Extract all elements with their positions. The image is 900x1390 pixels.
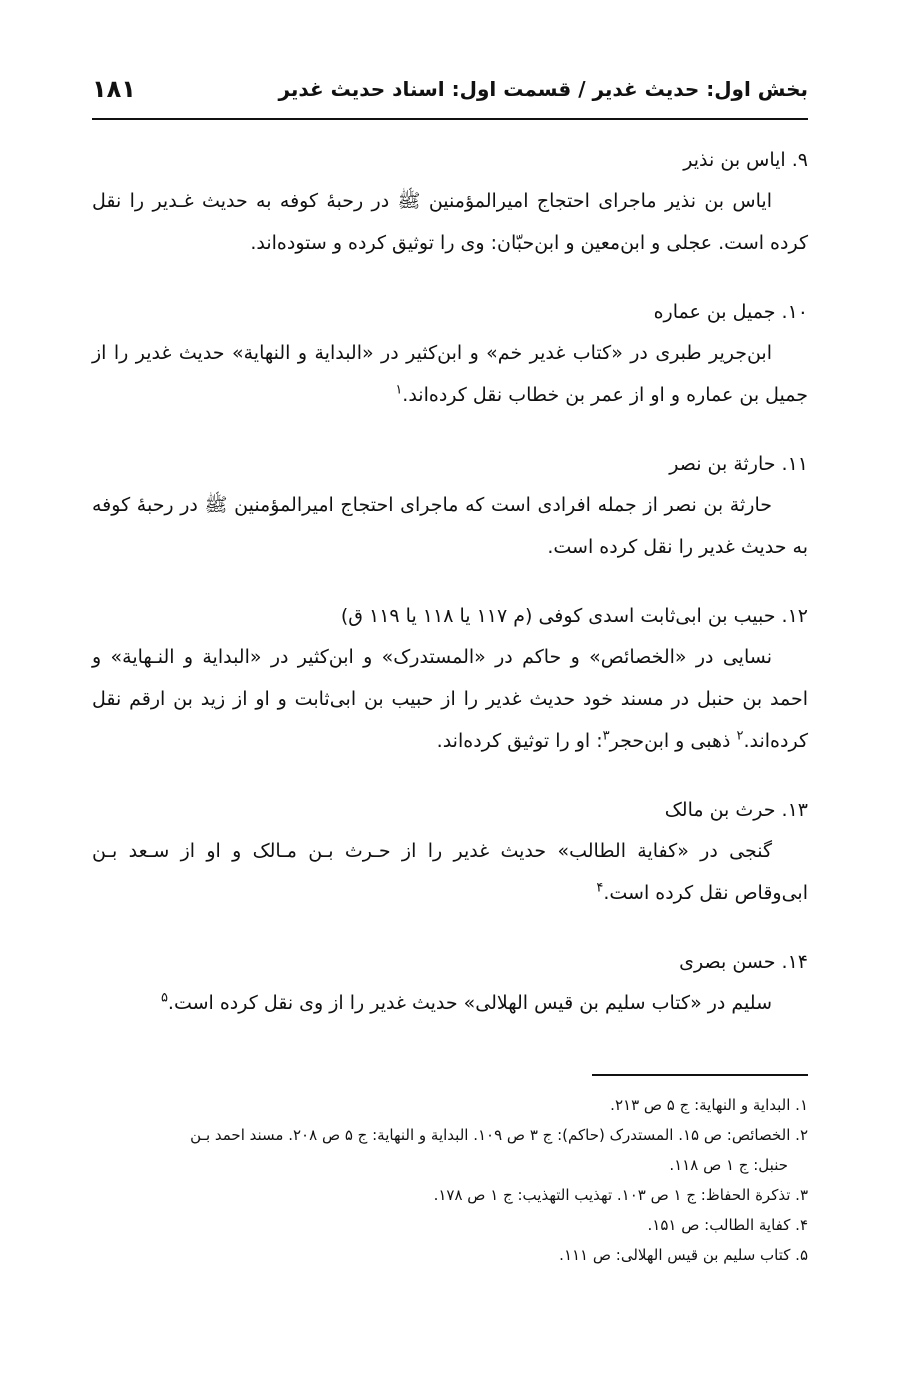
footnote-ref[interactable]: ۴ (596, 880, 604, 896)
entry-heading: ۱۲. حبیب بن ابی‌ثابت اسدی کوفی (م ۱۱۷ یا ۱۱۸ یا ۱۱۹ ق) (340, 605, 808, 627)
entry-paragraph: گنجی در «کفایة الطالب» حدیث غدیر را از حـرث بـن مـالک و او از سـعد بـن ابی‌وقاص نقل کرده است.$^۴$ (92, 840, 808, 904)
entry-12 (92, 596, 808, 762)
entry-paragraph: حارثة بن نصر از جمله افرادی است که ماجرای احتجاج امیرالمؤمنین ﷺ در رحبهٔ کوفه به حدیث غدیر را نقل کرده است. (92, 494, 808, 558)
entry-heading: ۱۰. جمیل بن عماره (653, 301, 808, 323)
entry-14 (92, 942, 808, 1024)
footnote-ref[interactable]: ۵ (160, 990, 168, 1006)
entry-heading: ۹. ایاس بن نذیر (683, 149, 808, 171)
footnote-ref[interactable]: ۳ (602, 728, 610, 744)
footnote-2: ۲. الخصائص: ص ۱۵. المستدرک (حاکم): ج ۳ ص ۱۰۹. البدایة و النهایة: ج ۵ ص ۲۰۸. مسند احمد بـن حنبل: ج ۱ ص ۱۱۸. (190, 1126, 808, 1174)
entry-9 (92, 140, 808, 264)
entry-paragraph: ایاس بن نذیر ماجرای احتجاج امیرالمؤمنین ﷺ در رحبهٔ کوفه به حدیث غـدیر را نقل کرده است. عجلی و ابن‌معین و ابن‌حبّان: وی را توثیق کرده و ستوده‌اند. (92, 190, 808, 254)
running-title: بخش اول: حدیث غدیر / قسمت اول: اسناد حدیث غدیر (278, 77, 808, 101)
page-number: ۱۸۱ (92, 75, 136, 103)
entry-11 (92, 444, 808, 568)
entry-10 (92, 292, 808, 416)
entry-heading: ۱۴. حسن بصری (679, 951, 808, 973)
entry-paragraph: ابن‌جریر طبری در «کتاب غدیر خم» و ابن‌کثیر در «البدایة و النهایة» حدیث غدیر را از جمیل بن عماره و او از عمر بن خطاب نقل کرده‌اند.$^۱$ (92, 342, 808, 406)
footnote-ref[interactable]: ۱ (395, 382, 403, 398)
footnote-4: ۴. کفایة الطالب: ص ۱۵۱. (647, 1216, 808, 1234)
main-text (92, 140, 808, 1052)
page-header (92, 72, 808, 120)
entry-13 (92, 790, 808, 914)
footnotes (92, 1090, 808, 1270)
footnote-ref[interactable]: ۲ (736, 728, 744, 744)
footnote-5: ۵. کتاب سلیم بن قیس الهلالی: ص ۱۱۱. (559, 1246, 808, 1264)
entry-heading: ۱۱. حارثة بن نصر (669, 453, 808, 475)
footnote-1: ۱. البدایة و النهایة: ج ۵ ص ۲۱۳. (610, 1096, 808, 1114)
entry-paragraph: نسایی در «الخصائص» و حاکم در «المستدرک» و ابن‌کثیر در «البدایة و النـهایة» و احمد بن حنبل در مسند خود حدیث غدیر را از حبیب بن ابی‌ثابت و او از زید بن ارقم نقل کرده‌اند.$^۲$ ذهبی و ابن‌حجر$^۳$: او را توثیق کرده‌اند. (92, 646, 808, 752)
footnote-3: ۳. تذکرة الحفاظ: ج ۱ ص ۱۰۳. تهذیب التهذیب: ج ۱ ص ۱۷۸. (433, 1186, 808, 1204)
entry-heading: ۱۳. حرث بن مالک (664, 799, 808, 821)
entry-paragraph: سلیم در «کتاب سلیم بن قیس الهلالی» حدیث غدیر را از وی نقل کرده است.$^۵$ (160, 990, 772, 1014)
footnote-divider (592, 1074, 808, 1076)
